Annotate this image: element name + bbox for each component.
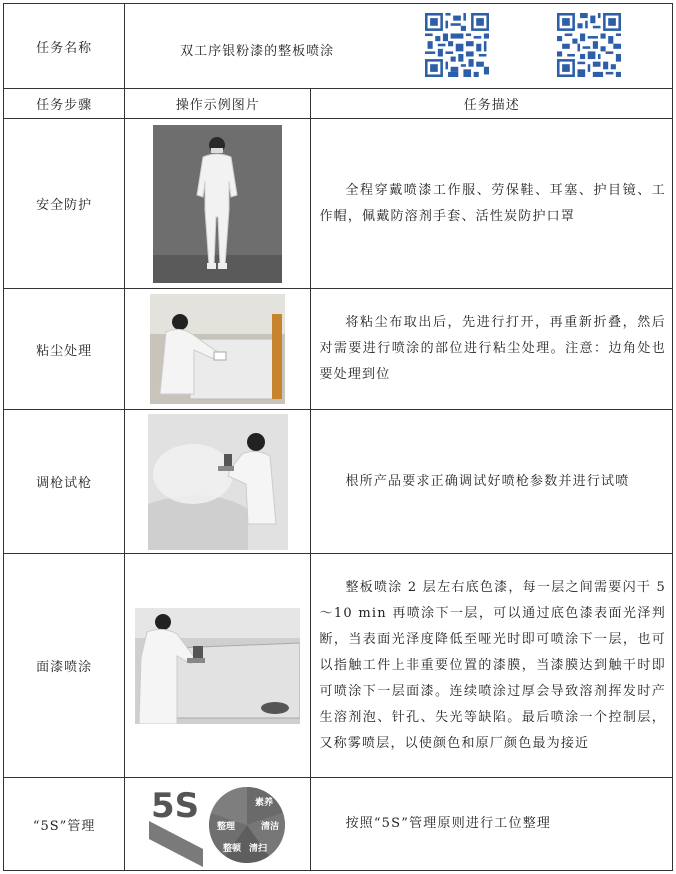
tack-cloth-photo (150, 294, 285, 404)
five-s-logo (143, 781, 293, 867)
step-label: 面漆喷涂 (4, 554, 125, 778)
task-name-row (4, 4, 673, 89)
photo-cell (125, 778, 311, 871)
task-sheet (3, 3, 673, 869)
table-row (4, 119, 673, 289)
qr-code-right[interactable] (557, 13, 621, 77)
table-row (4, 778, 673, 871)
safety-gear-photo (153, 125, 282, 283)
five-s-seg-3: 清扫 (248, 844, 267, 854)
table-row (4, 554, 673, 778)
step-label: 粘尘处理 (4, 289, 125, 410)
photo-cell (125, 554, 311, 778)
task-name-label: 任务名称 (4, 4, 125, 89)
step-label: 调枪试枪 (4, 410, 125, 554)
topcoat-spray-photo (135, 608, 300, 724)
step-description: 将粘尘布取出后，先进行打开，再重新折叠，然后对需要进行喷涂的部位进行粘尘处理。注意：边角处也要处理到位 (311, 289, 673, 410)
column-header-row (4, 89, 673, 119)
column-header-photo: 操作示例图片 (125, 89, 311, 119)
column-header-step: 任务步骤 (4, 89, 125, 119)
step-description: 全程穿戴喷漆工作服、劳保鞋、耳塞、护目镜、工作帽，佩戴防溶剂手套、活性炭防护口罩 (311, 119, 673, 289)
table-row (4, 289, 673, 410)
task-name-cell (125, 4, 673, 89)
qr-code-left[interactable] (425, 13, 489, 77)
photo-cell (125, 119, 311, 289)
step-description: 根所产品要求正确调试好喷枪参数并进行试喷 (311, 410, 673, 554)
step-label: 安全防护 (4, 119, 125, 289)
step-description: 整板喷涂 2 层左右底色漆，每一层之间需要闪干 5～10 min 再喷涂下一层，可以通过底色漆表面光泽判断，当表面光泽度降低至哑光时即可喷涂下一层，也可以指触工件上非重要位置的漆膜，当漆膜达到触干时即可喷涂下一层面漆。连续喷涂过厚会导致溶剂挥发时产生溶剂泡、针孔、失光等缺陷。最后喷涂一个控制层，又称雾喷层，以使颜色和原厂颜色最为接近 (311, 554, 673, 778)
photo-cell (125, 289, 311, 410)
spray-gun-test-photo (148, 414, 288, 550)
task-name-value: 双工序银粉漆的整板喷涂 (180, 44, 335, 59)
five-s-seg-1: 素养 (254, 798, 273, 808)
five-s-seg-4: 整顿 (222, 844, 241, 854)
five-s-big-text: 5S (150, 786, 199, 826)
five-s-seg-2: 清洁 (260, 822, 279, 832)
table-row (4, 410, 673, 554)
step-label: “5S”管理 (4, 778, 125, 871)
five-s-seg-5: 整理 (216, 822, 235, 832)
task-table (3, 3, 673, 871)
step-description: 按照“5S”管理原则进行工位整理 (311, 778, 673, 871)
photo-cell (125, 410, 311, 554)
column-header-desc: 任务描述 (311, 89, 673, 119)
